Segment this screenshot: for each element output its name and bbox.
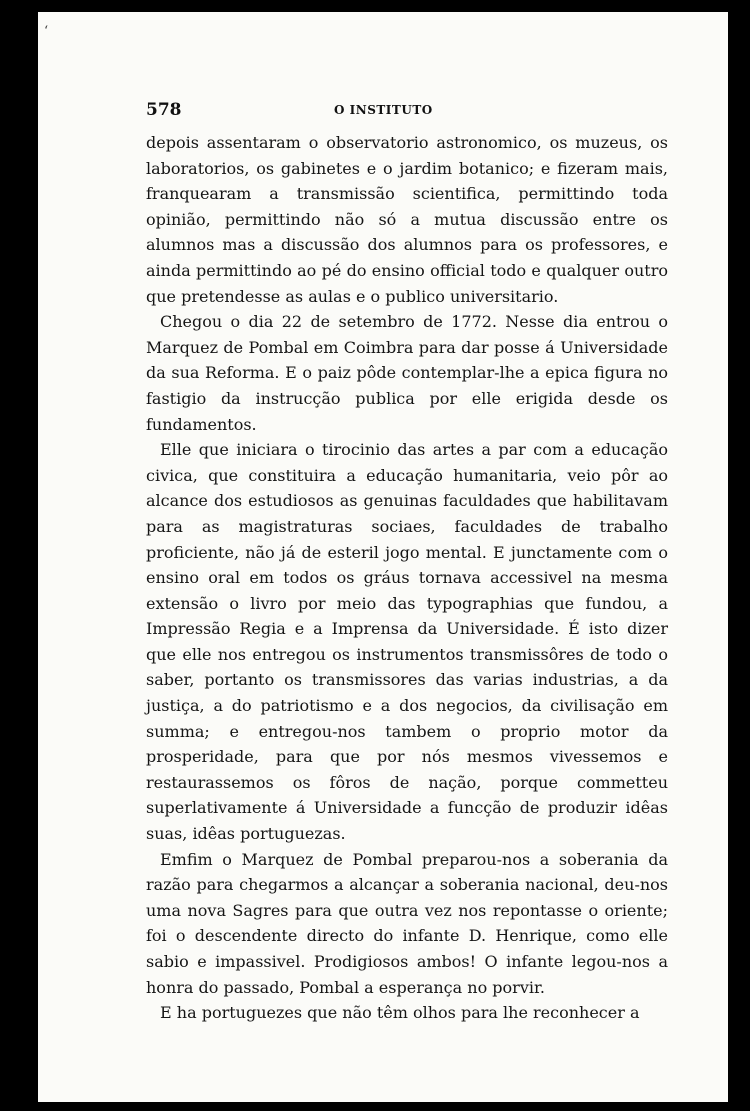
running-title: O INSTITUTO	[334, 103, 433, 117]
paragraph: E ha portuguezes que não têm olhos para lhe reconhecer a	[160, 1003, 640, 1023]
paragraph: depois assentaram o observatorio astronomico, os muzeus, os laboratorios, os gabinetes e o jardim botanico; e fizeram mais, franquearam a transmissão scientifica, permittindo toda opinião, permittindo não só a mutua discussão entre os alumnos mas a discussão dos alumnos para os professores, e ainda permittindo ao pé do ensino official todo e qualquer outro que pretendesse as aulas e o publico universitario.	[146, 133, 668, 306]
paragraph: Elle que iniciara o tirocinio das artes a par com a educação civica, que constituira a educação humanitaria, veio pôr ao alcance dos estudiosos as genuinas faculdades que habilitavam para as magistraturas sociaes, faculdades de trabalho proficiente, não já de esteril jogo mental. E junctamente com o ensino oral em todos os gráus tornava accessivel na mesma extensão o livro por meio das typographias que fundou, a Impressão Regia e a Imprensa da Universidade. É isto dizer que elle nos entregou os instrumentos transmissôres de todo o saber, portanto os transmissores das varias industrias, a da justiça, a do patriotismo e a dos negocios, da civilisação em summa; e entregou-nos tambem o proprio motor da prosperidade, para que por nós mesmos vivessemos e restaurassemos os fôros de nação, porque commetteu superlativamente á Universidade a funcção de produzir idêas suas, idêas portuguezas.	[146, 440, 668, 844]
paragraph: Emfim o Marquez de Pombal preparou-nos a soberania da razão para chegarmos a alcançar a soberania nacional, deu-nos uma nova Sagres para que outra vez nos repontasse o oriente; foi o descendente directo do infante D. Henrique, como elle sabio e impassivel. Prodigiosos ambos! O infante legou-nos a honra do passado, Pombal a esperança no porvir.	[146, 849, 668, 997]
body-text	[146, 130, 668, 1026]
page-mark: ‘	[44, 24, 49, 39]
paragraph: Chegou o dia 22 de setembro de 1772. Nesse dia entrou o Marquez de Pombal em Coimbra para dar posse á Universidade da sua Reforma. E o paiz pôde contemplar-lhe a epica figura no fastigio da instrucção publica por elle erigida desde os fundamentos.	[146, 312, 668, 434]
book-page	[38, 12, 728, 1102]
page-header	[146, 100, 668, 122]
page-number: 578	[146, 100, 182, 120]
